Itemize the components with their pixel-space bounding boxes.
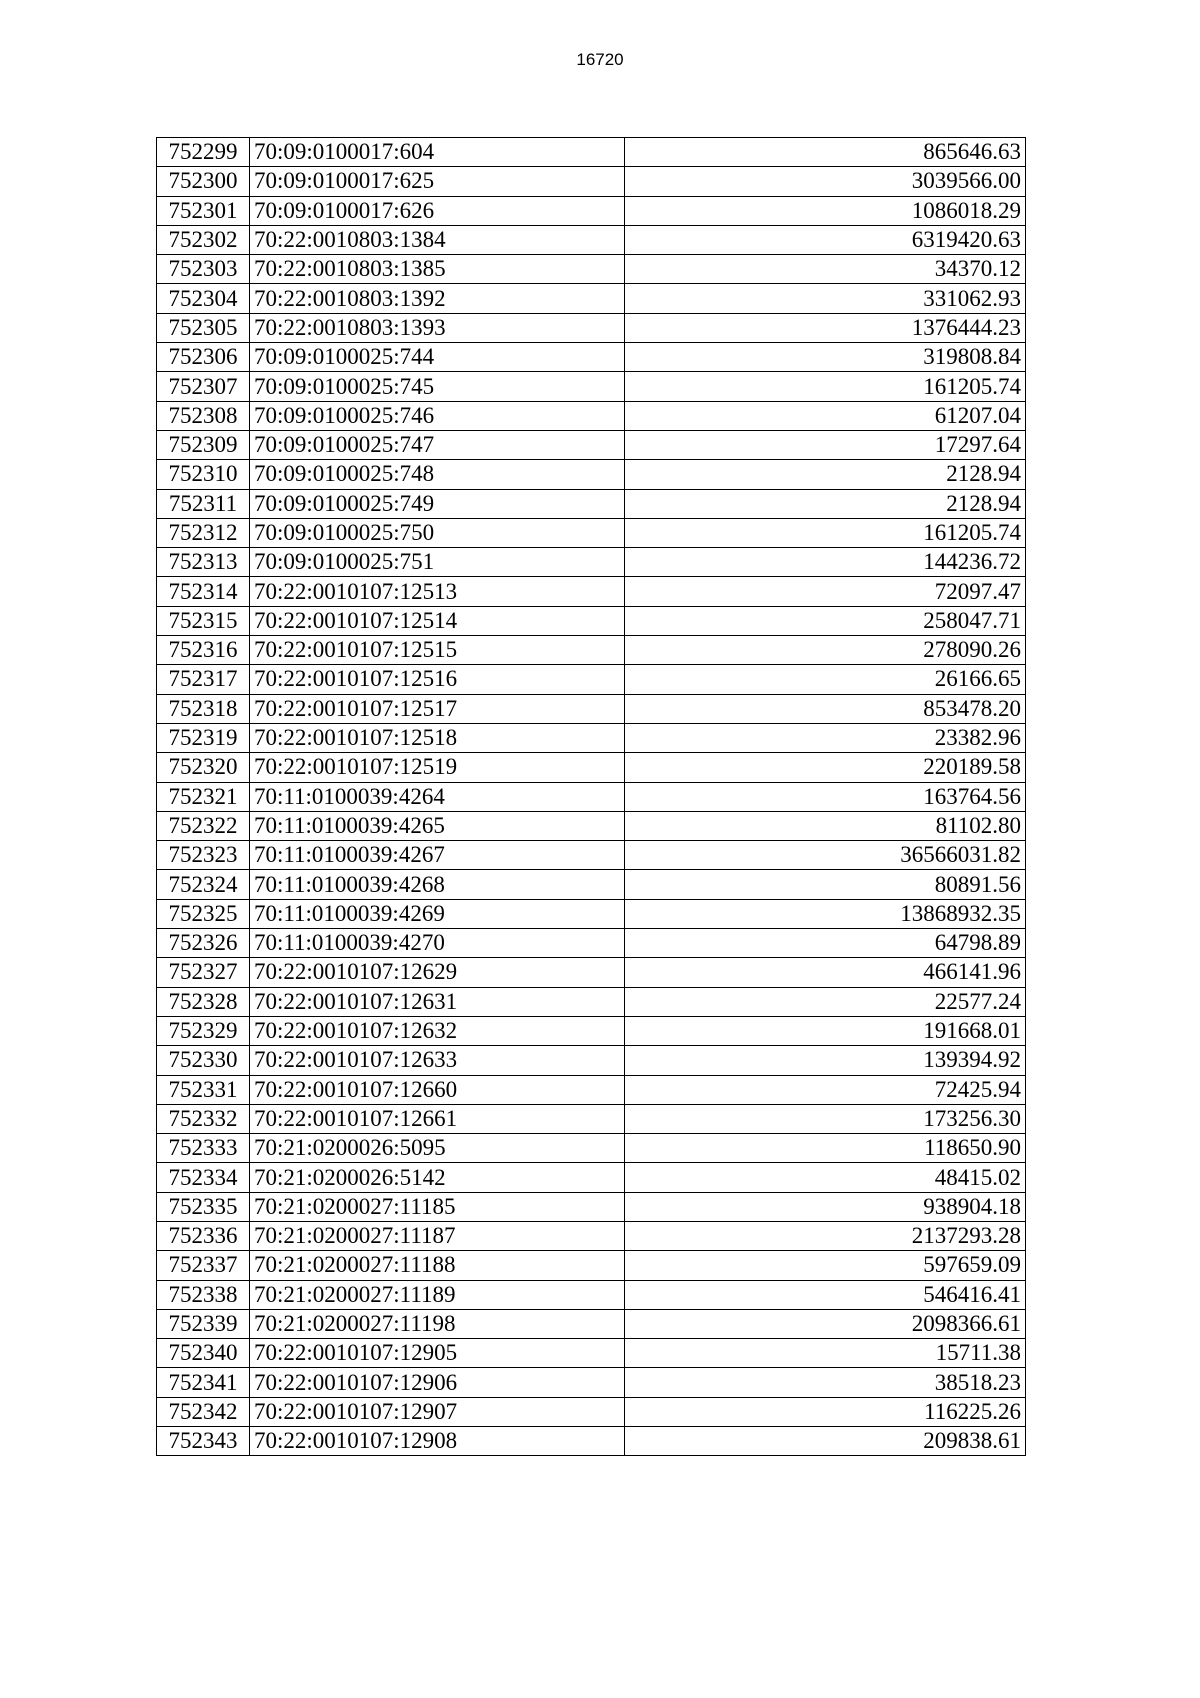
row-number-cell: 752342: [157, 1397, 250, 1426]
row-number-cell: 752319: [157, 723, 250, 752]
cadastral-number-cell: 70:09:0100025:746: [250, 401, 625, 430]
row-number-cell: 752318: [157, 694, 250, 723]
table-row: [157, 1221, 1026, 1250]
table-row: [157, 196, 1026, 225]
table-row: [157, 460, 1026, 489]
cadastral-value-cell: 80891.56: [625, 870, 1026, 899]
cadastral-value-cell: 116225.26: [625, 1397, 1026, 1426]
cadastral-value-cell: 191668.01: [625, 1016, 1026, 1045]
cadastral-value-cell: 1086018.29: [625, 196, 1026, 225]
cadastral-value-cell: 331062.93: [625, 284, 1026, 313]
row-number-cell: 752327: [157, 958, 250, 987]
row-number-cell: 752312: [157, 518, 250, 547]
row-number-cell: 752307: [157, 372, 250, 401]
cadastral-number-cell: 70:22:0010107:12514: [250, 606, 625, 635]
cadastral-number-cell: 70:22:0010107:12631: [250, 987, 625, 1016]
cadastral-number-cell: 70:22:0010107:12906: [250, 1368, 625, 1397]
cadastral-number-cell: 70:22:0010107:12518: [250, 723, 625, 752]
cadastral-value-cell: 161205.74: [625, 372, 1026, 401]
cadastral-value-cell: 118650.90: [625, 1134, 1026, 1163]
row-number-cell: 752310: [157, 460, 250, 489]
cadastral-value-cell: 1376444.23: [625, 313, 1026, 342]
row-number-cell: 752331: [157, 1075, 250, 1104]
cadastral-value-cell: 2128.94: [625, 489, 1026, 518]
page-number: 16720: [576, 50, 624, 69]
row-number-cell: 752301: [157, 196, 250, 225]
cadastral-value-cell: 466141.96: [625, 958, 1026, 987]
cadastral-value-cell: 173256.30: [625, 1104, 1026, 1133]
row-number-cell: 752311: [157, 489, 250, 518]
cadastral-number-cell: 70:21:0200026:5095: [250, 1134, 625, 1163]
cadastral-value-cell: 72425.94: [625, 1075, 1026, 1104]
table-row: [157, 372, 1026, 401]
cadastral-number-cell: 70:22:0010107:12519: [250, 753, 625, 782]
table-row: [157, 1427, 1026, 1456]
cadastral-number-cell: 70:09:0100025:745: [250, 372, 625, 401]
cadastral-number-cell: 70:21:0200027:11198: [250, 1309, 625, 1338]
cadastral-number-cell: 70:22:0010107:12517: [250, 694, 625, 723]
row-number-cell: 752333: [157, 1134, 250, 1163]
row-number-cell: 752326: [157, 929, 250, 958]
cadastral-value-table: [156, 137, 1026, 1456]
row-number-cell: 752338: [157, 1280, 250, 1309]
table-row: [157, 284, 1026, 313]
cadastral-number-cell: 70:22:0010107:12660: [250, 1075, 625, 1104]
cadastral-value-cell: 139394.92: [625, 1046, 1026, 1075]
cadastral-value-cell: 3039566.00: [625, 167, 1026, 196]
row-number-cell: 752328: [157, 987, 250, 1016]
cadastral-number-cell: 70:22:0010803:1392: [250, 284, 625, 313]
table-row: [157, 1104, 1026, 1133]
cadastral-value-cell: 220189.58: [625, 753, 1026, 782]
cadastral-number-cell: 70:22:0010803:1393: [250, 313, 625, 342]
cadastral-number-cell: 70:11:0100039:4269: [250, 899, 625, 928]
row-number-cell: 752341: [157, 1368, 250, 1397]
cadastral-number-cell: 70:22:0010107:12908: [250, 1427, 625, 1456]
table-row: [157, 167, 1026, 196]
table-row: [157, 1134, 1026, 1163]
cadastral-value-cell: 258047.71: [625, 606, 1026, 635]
cadastral-number-cell: 70:21:0200027:11189: [250, 1280, 625, 1309]
row-number-cell: 752330: [157, 1046, 250, 1075]
row-number-cell: 752323: [157, 841, 250, 870]
table-row: [157, 606, 1026, 635]
row-number-cell: 752343: [157, 1427, 250, 1456]
row-number-cell: 752320: [157, 753, 250, 782]
row-number-cell: 752313: [157, 548, 250, 577]
cadastral-number-cell: 70:22:0010803:1384: [250, 225, 625, 254]
cadastral-value-cell: 48415.02: [625, 1163, 1026, 1192]
table-row: [157, 987, 1026, 1016]
row-number-cell: 752339: [157, 1309, 250, 1338]
cadastral-value-cell: 6319420.63: [625, 225, 1026, 254]
cadastral-number-cell: 70:09:0100025:748: [250, 460, 625, 489]
cadastral-number-cell: 70:21:0200026:5142: [250, 1163, 625, 1192]
cadastral-value-cell: 2098366.61: [625, 1309, 1026, 1338]
cadastral-number-cell: 70:09:0100017:625: [250, 167, 625, 196]
table-row: [157, 1339, 1026, 1368]
table-row: [157, 694, 1026, 723]
row-number-cell: 752336: [157, 1221, 250, 1250]
cadastral-number-cell: 70:21:0200027:11185: [250, 1192, 625, 1221]
table-row: [157, 870, 1026, 899]
row-number-cell: 752308: [157, 401, 250, 430]
row-number-cell: 752329: [157, 1016, 250, 1045]
table-row: [157, 811, 1026, 840]
table-body: [157, 138, 1026, 1456]
row-number-cell: 752325: [157, 899, 250, 928]
cadastral-value-cell: 36566031.82: [625, 841, 1026, 870]
row-number-cell: 752299: [157, 138, 250, 167]
row-number-cell: 752337: [157, 1251, 250, 1280]
row-number-cell: 752321: [157, 782, 250, 811]
cadastral-value-cell: 163764.56: [625, 782, 1026, 811]
cadastral-value-cell: 22577.24: [625, 987, 1026, 1016]
cadastral-number-cell: 70:22:0010107:12632: [250, 1016, 625, 1045]
table-row: [157, 430, 1026, 459]
row-number-cell: 752317: [157, 665, 250, 694]
cadastral-value-cell: 81102.80: [625, 811, 1026, 840]
row-number-cell: 752334: [157, 1163, 250, 1192]
cadastral-number-cell: 70:09:0100025:751: [250, 548, 625, 577]
cadastral-number-cell: 70:22:0010803:1385: [250, 255, 625, 284]
row-number-cell: 752305: [157, 313, 250, 342]
cadastral-number-cell: 70:22:0010107:12513: [250, 577, 625, 606]
table-row: [157, 929, 1026, 958]
table-row: [157, 225, 1026, 254]
cadastral-value-cell: 546416.41: [625, 1280, 1026, 1309]
cadastral-value-cell: 2128.94: [625, 460, 1026, 489]
table-row: [157, 841, 1026, 870]
row-number-cell: 752314: [157, 577, 250, 606]
cadastral-number-cell: 70:09:0100025:749: [250, 489, 625, 518]
table-row: [157, 1251, 1026, 1280]
cadastral-value-cell: 865646.63: [625, 138, 1026, 167]
cadastral-number-cell: 70:11:0100039:4265: [250, 811, 625, 840]
cadastral-number-cell: 70:22:0010107:12907: [250, 1397, 625, 1426]
cadastral-number-cell: 70:09:0100017:604: [250, 138, 625, 167]
cadastral-number-cell: 70:09:0100017:626: [250, 196, 625, 225]
cadastral-number-cell: 70:11:0100039:4264: [250, 782, 625, 811]
table-row: [157, 489, 1026, 518]
table-row: [157, 1192, 1026, 1221]
cadastral-value-cell: 72097.47: [625, 577, 1026, 606]
cadastral-value-cell: 61207.04: [625, 401, 1026, 430]
table-row: [157, 1163, 1026, 1192]
table-row: [157, 1016, 1026, 1045]
table-row: [157, 665, 1026, 694]
row-number-cell: 752309: [157, 430, 250, 459]
table-row: [157, 782, 1026, 811]
cadastral-value-cell: 853478.20: [625, 694, 1026, 723]
table-row: [157, 1368, 1026, 1397]
row-number-cell: 752302: [157, 225, 250, 254]
cadastral-value-cell: 13868932.35: [625, 899, 1026, 928]
row-number-cell: 752315: [157, 606, 250, 635]
table-row: [157, 1046, 1026, 1075]
cadastral-number-cell: 70:11:0100039:4270: [250, 929, 625, 958]
row-number-cell: 752300: [157, 167, 250, 196]
table-row: [157, 1309, 1026, 1338]
table-row: [157, 255, 1026, 284]
cadastral-value-cell: 38518.23: [625, 1368, 1026, 1397]
cadastral-value-cell: 64798.89: [625, 929, 1026, 958]
row-number-cell: 752322: [157, 811, 250, 840]
table-row: [157, 1397, 1026, 1426]
cadastral-value-cell: 278090.26: [625, 636, 1026, 665]
table-row: [157, 313, 1026, 342]
cadastral-value-cell: 161205.74: [625, 518, 1026, 547]
cadastral-number-cell: 70:22:0010107:12661: [250, 1104, 625, 1133]
cadastral-value-cell: 938904.18: [625, 1192, 1026, 1221]
cadastral-number-cell: 70:21:0200027:11188: [250, 1251, 625, 1280]
cadastral-value-cell: 15711.38: [625, 1339, 1026, 1368]
table-row: [157, 138, 1026, 167]
cadastral-value-cell: 319808.84: [625, 343, 1026, 372]
table-row: [157, 548, 1026, 577]
table-row: [157, 958, 1026, 987]
cadastral-number-cell: 70:22:0010107:12905: [250, 1339, 625, 1368]
table-row: [157, 343, 1026, 372]
cadastral-number-cell: 70:22:0010107:12633: [250, 1046, 625, 1075]
cadastral-value-cell: 17297.64: [625, 430, 1026, 459]
cadastral-value-cell: 144236.72: [625, 548, 1026, 577]
row-number-cell: 752332: [157, 1104, 250, 1133]
row-number-cell: 752340: [157, 1339, 250, 1368]
table-row: [157, 899, 1026, 928]
cadastral-value-cell: 209838.61: [625, 1427, 1026, 1456]
cadastral-number-cell: 70:22:0010107:12629: [250, 958, 625, 987]
cadastral-value-cell: 26166.65: [625, 665, 1026, 694]
table-row: [157, 723, 1026, 752]
row-number-cell: 752324: [157, 870, 250, 899]
table-row: [157, 636, 1026, 665]
row-number-cell: 752304: [157, 284, 250, 313]
table-row: [157, 577, 1026, 606]
cadastral-number-cell: 70:22:0010107:12516: [250, 665, 625, 694]
cadastral-number-cell: 70:22:0010107:12515: [250, 636, 625, 665]
cadastral-value-cell: 23382.96: [625, 723, 1026, 752]
table-row: [157, 1280, 1026, 1309]
cadastral-number-cell: 70:11:0100039:4267: [250, 841, 625, 870]
table-row: [157, 753, 1026, 782]
cadastral-number-cell: 70:11:0100039:4268: [250, 870, 625, 899]
row-number-cell: 752335: [157, 1192, 250, 1221]
cadastral-number-cell: 70:09:0100025:750: [250, 518, 625, 547]
cadastral-value-cell: 34370.12: [625, 255, 1026, 284]
cadastral-value-cell: 597659.09: [625, 1251, 1026, 1280]
row-number-cell: 752303: [157, 255, 250, 284]
cadastral-number-cell: 70:21:0200027:11187: [250, 1221, 625, 1250]
cadastral-number-cell: 70:09:0100025:747: [250, 430, 625, 459]
row-number-cell: 752316: [157, 636, 250, 665]
table-row: [157, 401, 1026, 430]
table-row: [157, 1075, 1026, 1104]
cadastral-value-cell: 2137293.28: [625, 1221, 1026, 1250]
cadastral-number-cell: 70:09:0100025:744: [250, 343, 625, 372]
row-number-cell: 752306: [157, 343, 250, 372]
table-row: [157, 518, 1026, 547]
